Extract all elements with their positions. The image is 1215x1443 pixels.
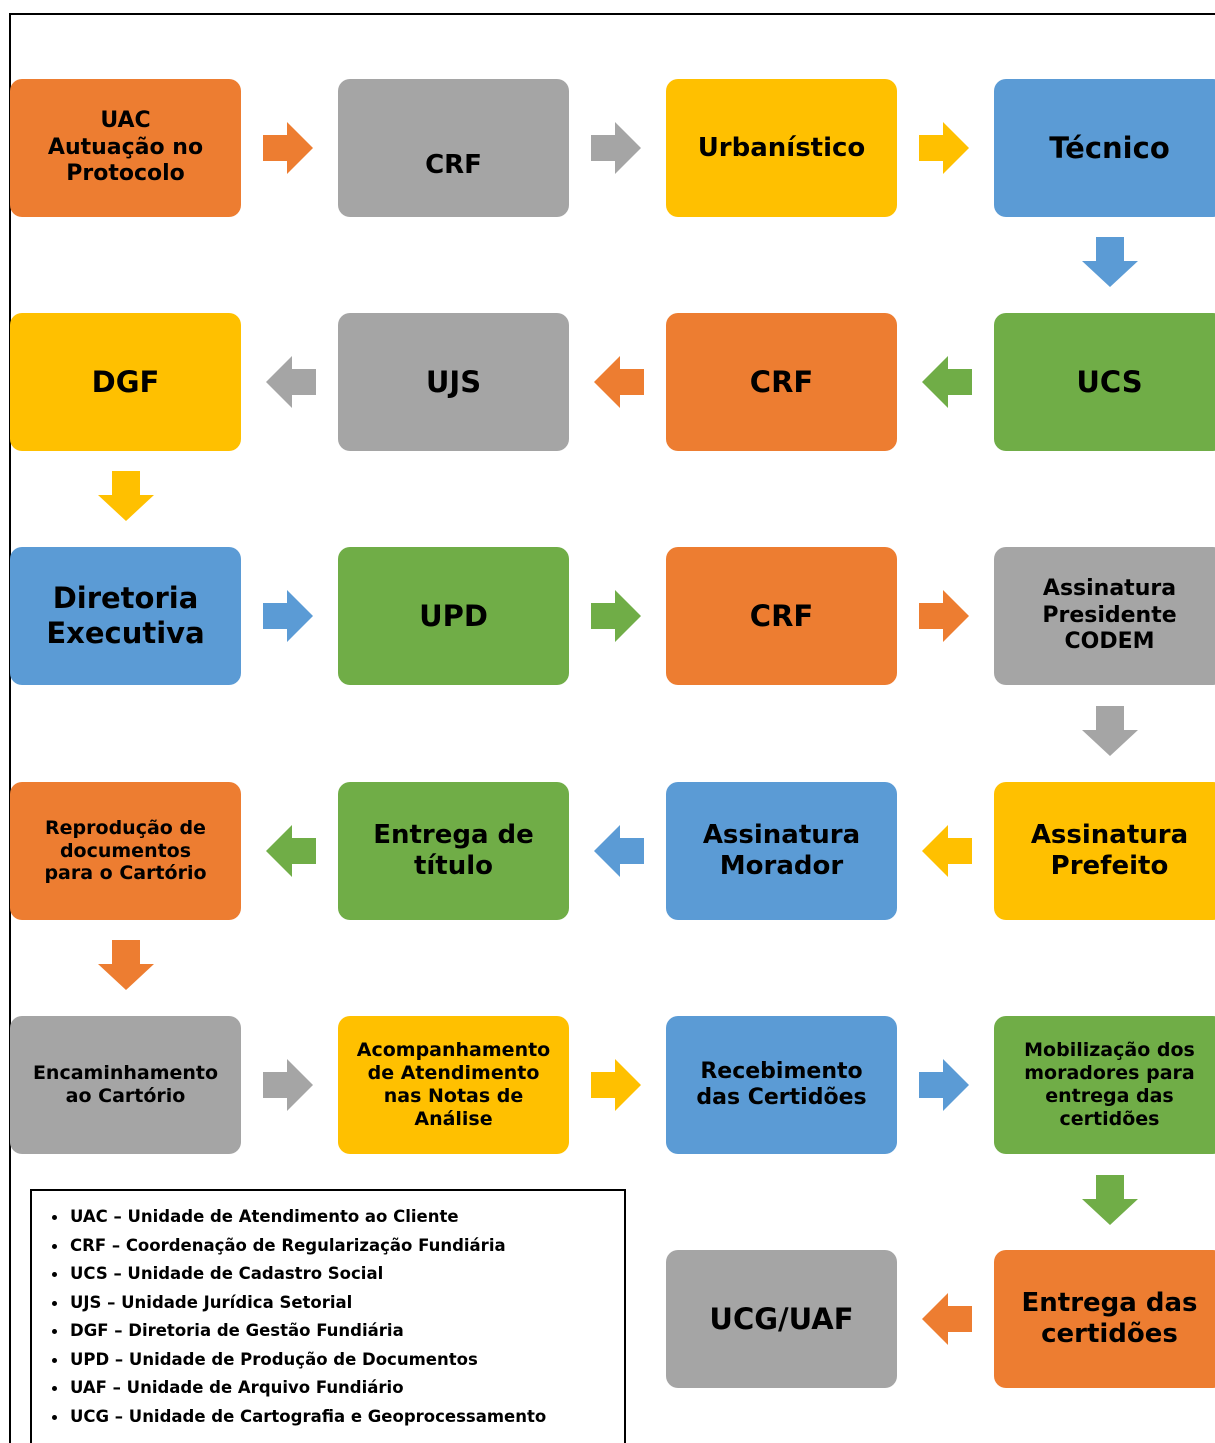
legend-item-ujs: UJS – Unidade Jurídica Setorial xyxy=(70,1289,624,1318)
node-assinatura-presidente: Assinatura Presidente CODEM xyxy=(994,547,1215,685)
node-diretoria-executiva: Diretoria Executiva xyxy=(10,547,241,685)
legend-item-crf: CRF – Coordenação de Regularização Fundiária xyxy=(70,1232,624,1261)
node-crf-2: CRF xyxy=(666,313,897,451)
arrow-down-icon xyxy=(1082,706,1138,756)
arrow-right-icon xyxy=(591,1059,641,1111)
legend-item-uac: UAC – Unidade de Atendimento ao Cliente xyxy=(70,1203,624,1232)
node-encaminhamento-cartorio: Encaminhamento ao Cartório xyxy=(10,1016,241,1154)
legend-box xyxy=(30,1189,626,1443)
node-ujs: UJS xyxy=(338,313,569,451)
arrow-left-icon xyxy=(594,356,644,408)
legend-item-ucs: UCS – Unidade de Cadastro Social xyxy=(70,1260,624,1289)
arrow-left-icon xyxy=(266,356,316,408)
arrow-right-icon xyxy=(919,1059,969,1111)
node-assinatura-prefeito: Assinatura Prefeito xyxy=(994,782,1215,920)
node-reproducao-documentos: Reprodução de documentos para o Cartório xyxy=(10,782,241,920)
legend-item-upd: UPD – Unidade de Produção de Documentos xyxy=(70,1346,624,1375)
node-dgf: DGF xyxy=(10,313,241,451)
arrow-down-icon xyxy=(98,940,154,990)
arrow-down-icon xyxy=(1082,237,1138,287)
node-assinatura-morador: Assinatura Morador xyxy=(666,782,897,920)
arrow-left-icon xyxy=(594,825,644,877)
legend-list xyxy=(32,1191,624,1431)
node-tecnico: Técnico xyxy=(994,79,1215,217)
node-recebimento-certidoes: Recebimento das Certidões xyxy=(666,1016,897,1154)
arrow-left-icon xyxy=(922,356,972,408)
node-urbanistico: Urbanístico xyxy=(666,79,897,217)
arrow-right-icon xyxy=(919,122,969,174)
node-ucg-uaf: UCG/UAF xyxy=(666,1250,897,1388)
arrow-right-icon xyxy=(263,590,313,642)
node-upd: UPD xyxy=(338,547,569,685)
node-crf-1: CRF xyxy=(338,79,569,217)
arrow-left-icon xyxy=(922,825,972,877)
arrow-right-icon xyxy=(919,590,969,642)
arrow-left-icon xyxy=(922,1293,972,1345)
legend-item-dgf: DGF – Diretoria de Gestão Fundiária xyxy=(70,1317,624,1346)
node-uac-protocolo: UAC Autuação no Protocolo xyxy=(10,79,241,217)
arrow-right-icon xyxy=(263,122,313,174)
node-entrega-certidoes: Entrega das certidões xyxy=(994,1250,1215,1388)
node-ucs: UCS xyxy=(994,313,1215,451)
arrow-down-icon xyxy=(1082,1175,1138,1225)
legend-item-uaf: UAF – Unidade de Arquivo Fundiário xyxy=(70,1374,624,1403)
node-mobilizacao-moradores: Mobilização dos moradores para entrega das certidões xyxy=(994,1016,1215,1154)
node-crf-3: CRF xyxy=(666,547,897,685)
node-entrega-titulo: Entrega de título xyxy=(338,782,569,920)
legend-item-ucg: UCG – Unidade de Cartografia e Geoprocessamento xyxy=(70,1403,624,1432)
arrow-right-icon xyxy=(263,1059,313,1111)
node-acompanhamento: Acompanhamento de Atendimento nas Notas de Análise xyxy=(338,1016,569,1154)
arrow-right-icon xyxy=(591,122,641,174)
arrow-left-icon xyxy=(266,825,316,877)
arrow-right-icon xyxy=(591,590,641,642)
arrow-down-icon xyxy=(98,471,154,521)
